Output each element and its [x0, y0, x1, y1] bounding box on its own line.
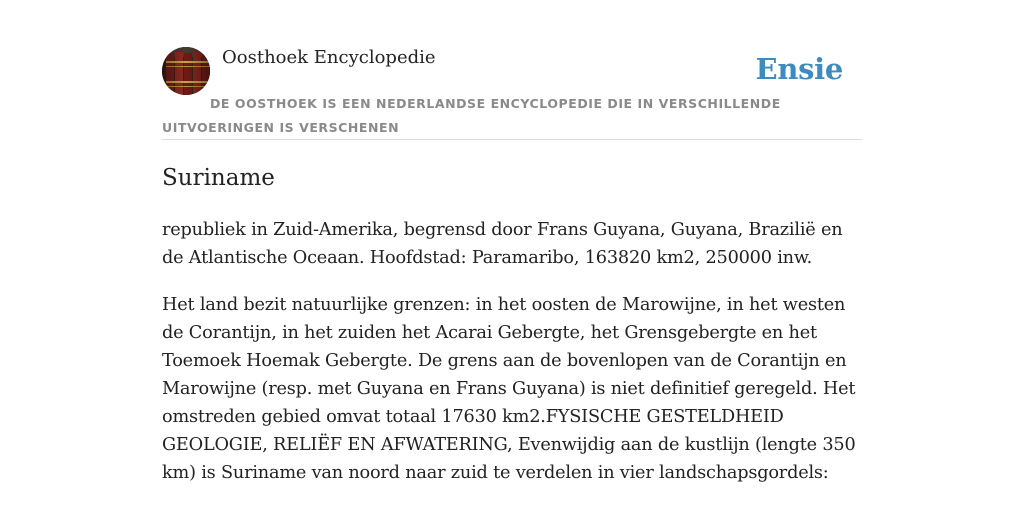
- site-tagline: DE OOSTHOEK IS EEN NEDERLANDSE ENCYCLOPEDIE DIE IN VERSCHILLENDE UITVOERINGEN IS VERSCHENEN: [162, 96, 781, 135]
- site-title[interactable]: Oosthoek Encyclopedie: [222, 47, 436, 68]
- article-body: [162, 216, 867, 506]
- site-header: [162, 46, 862, 140]
- brand-logo[interactable]: Ensie: [755, 52, 843, 86]
- avatar[interactable]: [162, 47, 210, 95]
- article-paragraph: republiek in Zuid-Amerika, begrensd door Frans Guyana, Guyana, Brazilië en de Atlantische Oceaan. Hoofdstad: Paramaribo, 163820 km2, 250000 inw.: [162, 220, 843, 268]
- book-spines-icon: [162, 47, 210, 95]
- page-title: Suriname: [162, 165, 275, 191]
- article-paragraph: Het land bezit natuurlijke grenzen: in het oosten de Marowijne, in het westen de Corantijn, in het zuiden het Acarai Gebergte, het Grensgebergte en het Toemoek Hoemak Gebergte. De grens aan de bovenlopen van de Corantijn en Marowijne (resp. met Guyana en Frans Guyana) is niet definitief geregeld. Het omstreden gebied omvat totaal 17630 km2.FYSISCHE GESTELDHEID GEOLOGIE, RELIËF EN AFWATERING, Evenwijdig aan de kustlijn (lengte 350 km) is Suriname van noord naar zuid te verdelen in vier landschapsgordels:: [162, 295, 856, 483]
